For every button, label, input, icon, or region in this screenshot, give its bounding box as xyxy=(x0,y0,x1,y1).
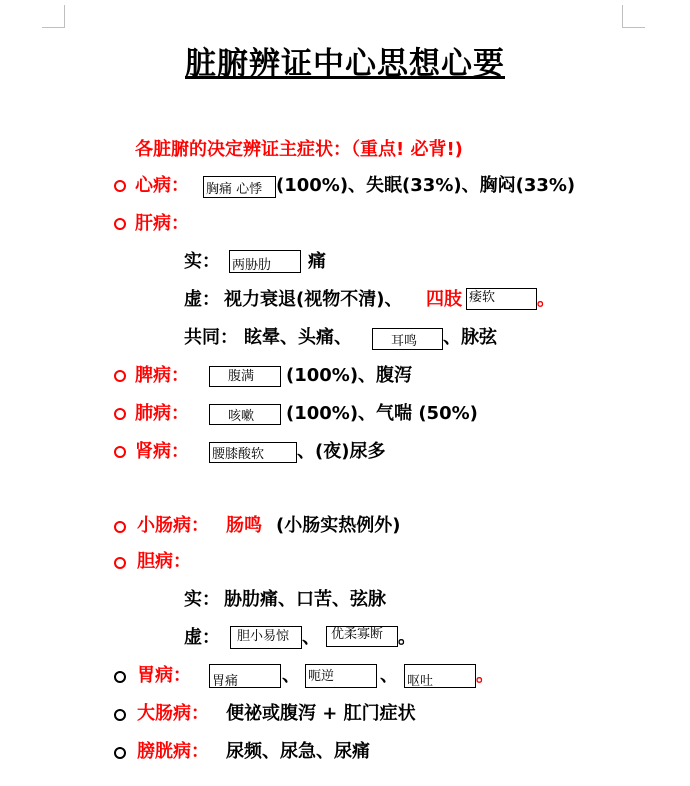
bullet-icon xyxy=(114,180,126,192)
bullet-icon xyxy=(114,521,126,533)
liver-def-box: 痿软 xyxy=(466,288,537,310)
stomach-dot: 。 xyxy=(476,665,494,686)
stomach-sep2: 、 xyxy=(380,665,398,686)
gallbladder-excess-text: 胁肋痛、口苦、弦脉 xyxy=(224,589,386,610)
liver-def-label: 虚： xyxy=(184,289,220,310)
gallbladder-end: 。 xyxy=(398,627,416,648)
bullet-icon xyxy=(114,671,126,683)
small-intestine-rest: (小肠实热例外) xyxy=(276,515,401,536)
liver-def-dot: 。 xyxy=(537,289,555,310)
stomach-sep1: 、 xyxy=(282,665,300,686)
small-intestine-red: 肠鸣 xyxy=(226,515,262,536)
gallbladder-excess-label: 实： xyxy=(184,589,220,610)
kidney-rest: 、(夜)尿多 xyxy=(297,441,386,462)
gallbladder-def-box2: 优柔寡断 xyxy=(326,626,398,647)
gallbladder-label: 胆病： xyxy=(137,551,191,572)
bullet-icon xyxy=(114,218,126,230)
gallbladder-def-label: 虚： xyxy=(184,627,220,648)
spleen-rest: (100%)、腹泻 xyxy=(286,365,413,386)
bladder-text: 尿频、尿急、尿痛 xyxy=(226,741,370,762)
liver-common-rest: 、脉弦 xyxy=(443,327,497,348)
liver-def-red: 四肢 xyxy=(426,289,462,310)
document-title: 脏腑辨证中心思想心要 xyxy=(185,46,505,82)
kidney-label: 肾病： xyxy=(135,441,189,462)
large-intestine-text: 便祕或腹泻 + 肛门症状 xyxy=(226,703,416,724)
bullet-icon xyxy=(114,747,126,759)
lung-box: 咳嗽 xyxy=(209,404,281,425)
section-subtitle: 各脏腑的决定辨证主症状：（重点! 必背!) xyxy=(135,139,463,160)
bullet-icon xyxy=(114,370,126,382)
kidney-box: 腰膝酸软 xyxy=(209,442,297,463)
bullet-icon xyxy=(114,446,126,458)
stomach-box3: 呕吐 xyxy=(404,664,476,688)
gallbladder-sep: 、 xyxy=(302,627,320,648)
bladder-label: 膀胱病： xyxy=(137,741,209,762)
liver-def-text: 视力衰退(视物不清)、 xyxy=(224,289,403,310)
spleen-label: 脾病： xyxy=(135,365,189,386)
lung-rest: (100%)、气喘 (50%) xyxy=(286,403,478,424)
heart-rest: (100%)、失眠(33%)、胸闷(33%) xyxy=(276,175,576,196)
bullet-icon xyxy=(114,709,126,721)
bullet-icon xyxy=(114,557,126,569)
heart-symptom-box: 胸痛 心悸 xyxy=(203,176,276,198)
gallbladder-def-box1: 胆小易惊 xyxy=(230,626,302,649)
liver-common-label: 共同： xyxy=(184,327,238,348)
liver-excess-rest: 痛 xyxy=(308,251,326,272)
liver-common-text: 眩晕、头痛、 xyxy=(244,327,352,348)
large-intestine-label: 大肠病： xyxy=(137,703,209,724)
stomach-box1: 胃痛 xyxy=(209,664,281,688)
liver-excess-box: 两胁肋 xyxy=(229,250,301,273)
liver-common-box: 耳鸣 xyxy=(372,328,443,350)
lung-label: 肺病： xyxy=(135,403,189,424)
heart-label: 心病： xyxy=(135,175,189,196)
liver-excess-label: 实： xyxy=(184,251,220,272)
page-corner-mark-top-left xyxy=(42,5,65,28)
bullet-icon xyxy=(114,408,126,420)
stomach-box2: 呃逆 xyxy=(305,664,377,688)
stomach-label: 胃病： xyxy=(137,665,191,686)
spleen-box: 腹满 xyxy=(209,366,281,387)
liver-label: 肝病： xyxy=(135,213,189,234)
small-intestine-label: 小肠病： xyxy=(137,515,209,536)
page-corner-mark-top-right xyxy=(622,5,645,28)
